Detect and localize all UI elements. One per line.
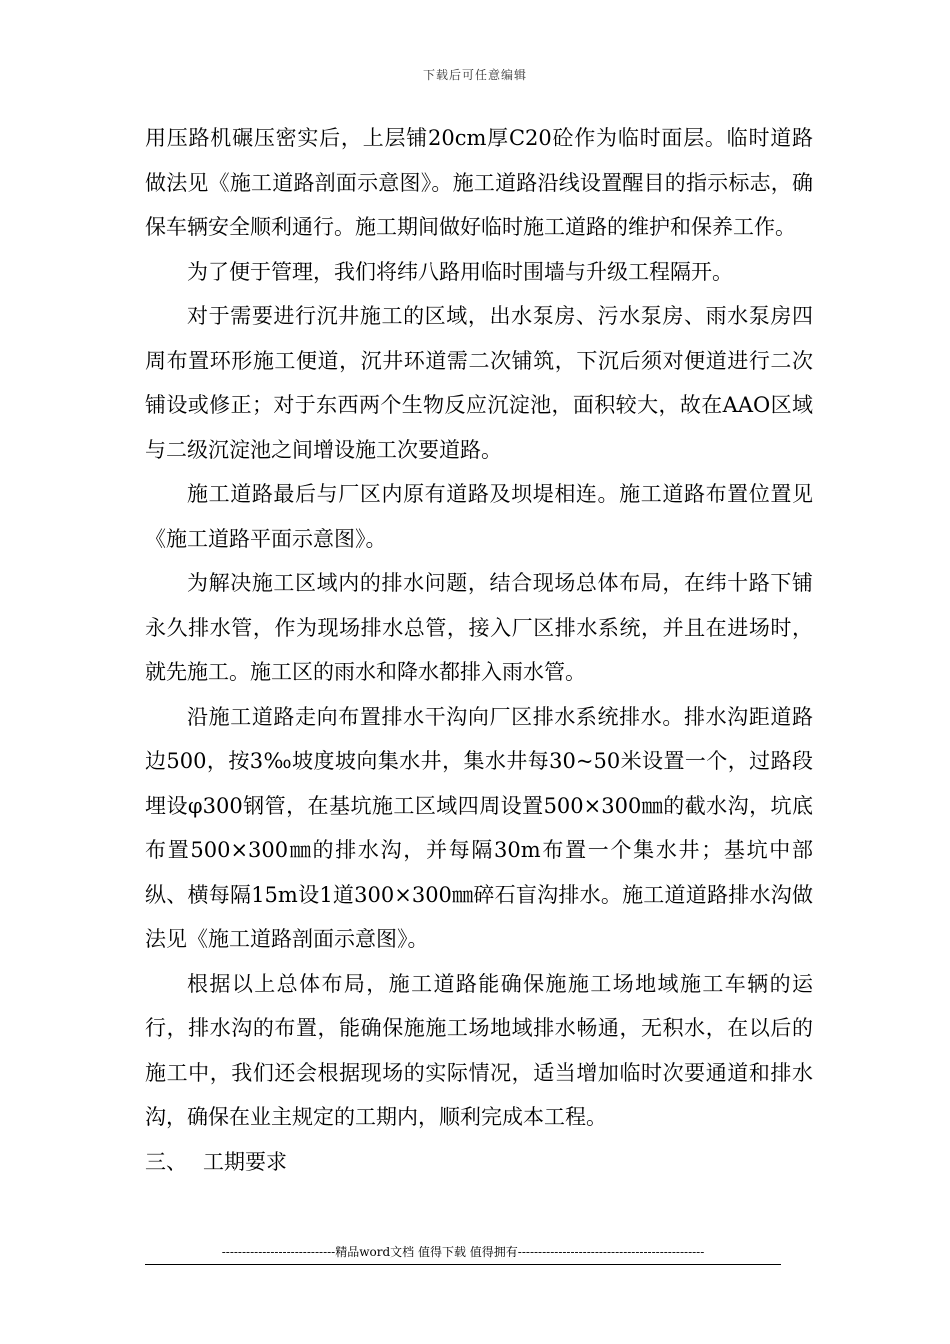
- section-number: 三、: [145, 1149, 187, 1174]
- paragraph-3: 对于需要进行沉井施工的区域，出水泵房、污水泵房、雨水泵房四周布置环形施工便道，沉井环道需二次铺筑，下沉后须对便道进行二次铺设或修正；对于东西两个生物反应沉淀池，面积较大，故在AAO区域与二级沉淀池之间增设施工次要道路。: [145, 304, 813, 462]
- section-heading: [145, 1140, 813, 1185]
- paragraph-5: 为解决施工区域内的排水问题，结合现场总体布局，在纬十路下铺永久排水管，作为现场排水总管，接入厂区排水系统，并且在进场时，就先施工。施工区的雨水和降水都排入雨水管。: [145, 571, 813, 684]
- paragraph-1: 用压路机碾压密实后，上层铺20cm厚C20砼作为临时面层。临时道路做法见《施工道路剖面示意图》。施工道路沿线设置醒目的指示标志，确保车辆安全顺利通行。施工期间做好临时施工道路的维护和保养工作。: [145, 126, 813, 239]
- page-footer: [145, 1244, 781, 1265]
- page-header-note: 下载后可任意编辑: [422, 68, 527, 82]
- paragraph-7: 根据以上总体布局，施工道路能确保施施工场地域施工车辆的运行，排水沟的布置，能确保施施工场地域排水畅通，无积水，在以后的施工中，我们还会根据现场的实际情况，适当增加临时次要通道和排水沟，确保在业主规定的工期内，顺利完成本工程。: [145, 971, 813, 1129]
- section-title: 工期要求: [203, 1149, 287, 1174]
- paragraph-2: 为了便于管理，我们将纬八路用临时围墙与升级工程隔开。: [187, 259, 733, 284]
- document-body: [145, 116, 813, 1184]
- footer-rule: [145, 1264, 781, 1265]
- paragraph-6: 沿施工道路走向布置排水干沟向厂区排水系统排水。排水沟距道路边500，按3‰坡度坡向集水井，集水井每30~50米设置一个，过路段埋设φ300钢管，在基坑施工区域四周设置500×300㎜的截水沟，坑底布置500×300㎜的排水沟，并每隔30m布置一个集水井；基坑中部纵、横每隔15m设1道300×300㎜碎石盲沟排水。施工道道路排水沟做法见《施工道路剖面示意图》。: [145, 704, 813, 951]
- footer-text: ----------------------------精品word文档 值得下载 值得拥有----------------------------------------------: [221, 1245, 705, 1259]
- paragraph-4: 施工道路最后与厂区内原有道路及坝堤相连。施工道路布置位置见《施工道路平面示意图》。: [145, 482, 813, 551]
